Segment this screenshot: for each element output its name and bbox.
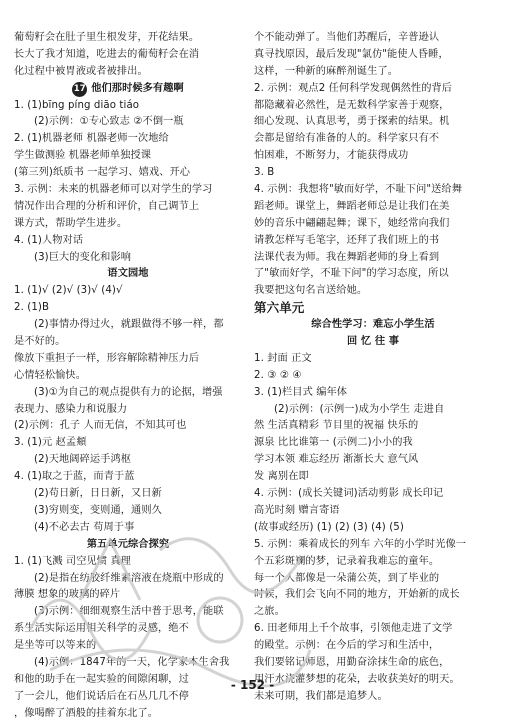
answer-line: 请教怎样写毛笔字，还拜了我们班上的书 (254, 234, 440, 246)
answer-line: 未来可期，我们都是追梦人。 (254, 690, 388, 702)
answer-line: 1. (1)√ (2)√ (3)√ (4)√ (14, 285, 123, 297)
answer-line: 3. B (254, 167, 275, 179)
answer-line: 这样，一种新的麻醉剂诞生了。 (254, 65, 399, 77)
answer-line: 2. ③ ② ④ (254, 369, 302, 381)
answer-line: 高光时刻 赠言寄语 (254, 504, 340, 516)
answer-line: (2)示例：孔子 人而无信，不知其可也 (14, 420, 187, 432)
answer-line: 源泉 比比谁第一 (示例二)小小的我 (254, 437, 413, 449)
section-heading: 第五单元综合探究 (86, 538, 170, 550)
answer-line: 4. 示例：我想将"敏而好学，不耻下问"送给舞 (254, 184, 463, 196)
answer-line: 薄膜 想象的玻璃的碎片 (14, 589, 121, 601)
lesson-number-badge: 17 (72, 82, 87, 97)
answer-line: (2)事情办得过火，就跟做得不够一样，都 (34, 319, 224, 331)
answer-line: (3)巨大的变化和影响 (34, 251, 132, 263)
answer-line: 会都是留给有准备的人的。科学家只有不 (254, 133, 440, 145)
answer-line: 和他的助手在一起实验的间隙闲聊，过 (14, 673, 189, 685)
answer-line: 了一会儿，他们说话后在石丛几几不停 (14, 690, 189, 702)
answer-line: 表现力、感染力和说服力 (14, 403, 128, 415)
right-column (254, 30, 492, 706)
answer-line: 个不能动弹了。当他们苏醒后，辛普逊认 (254, 32, 440, 43)
answer-line: 我们要铭记师恩，用勤奋涂抹生命的底色， (254, 656, 450, 668)
answer-line: 心情轻松愉快。 (14, 369, 87, 381)
answer-line: 2. (1)B (14, 302, 50, 314)
answer-line: (4)不必去古 苟周于事 (34, 521, 135, 533)
answer-line: 发 离别在即 (254, 471, 309, 483)
section-heading: 第六单元 (254, 300, 305, 316)
answer-line: 是坐等可以等来的 (14, 640, 97, 652)
answer-line: 情况作出合理的分析和评价，自己调节上 (14, 200, 200, 212)
answer-line: 5. 示例：乘着成长的列车 六年的小学时光像一 (254, 538, 467, 550)
left-column (14, 30, 242, 723)
answer-line: 怕困难，不断努力，才能获得成功 (254, 150, 409, 162)
answer-line: (2)是指在纺胶纤维素溶液在烧瓶中形成的 (34, 572, 224, 584)
answer-line: (故事或经历) (1) (2) (3) (4) (5) (254, 521, 404, 533)
answer-line: (3)示例：细细观察生活中普于思考，能联 (34, 606, 224, 618)
answer-line: 4. (1)人物对话 (14, 234, 84, 246)
answer-line: (3)①为自己的观点提供有力的论据，增强 (34, 386, 223, 398)
answer-line: 化过程中被胃液或者被排出。 (14, 65, 148, 77)
answer-line: 都隐藏着必然性，是无数科学家善于观察， (254, 99, 450, 111)
answer-line: 1. 封面 正文 (254, 352, 312, 364)
answer-line: (2)示例：(示例一)成为小学生 走进自 (274, 403, 445, 415)
answer-line: 葡萄籽会在肚子里生根发芽，开花结果。 (14, 32, 200, 43)
answer-line: 4. 示例：(成长关键词)活动剪影 成长印记 (254, 488, 444, 500)
section-title (14, 81, 242, 98)
answer-line: 了"敏而好学，不耻下问"的学习态度，所以 (254, 268, 449, 280)
answer-line: 6. 田老师用上千个故事，引领他走进了文学 (254, 623, 453, 635)
answer-line: 2. 示例：观点2 任何科学发现偶然性的背后 (254, 82, 453, 94)
answer-line: 法课代表为师。我在舞蹈老师的身上看到 (254, 251, 440, 263)
answer-line: ，像喝醉了酒般的挂着东北了。 (14, 707, 159, 719)
answer-line: 系生活实际运用相关科学的灵感，绝不 (14, 623, 189, 635)
answer-line: 2. (1)机器老师 机器老师一次地给 (14, 133, 169, 145)
answer-line: 个五彩斑斓的梦，记录着我难忘的童年。 (254, 555, 440, 567)
answer-line: 3. (1)元 赵孟頫 (14, 437, 87, 449)
answer-line: (2)天地阔碎运手鸿枢 (34, 454, 132, 466)
answer-line: 我要把这句名言送给她。 (254, 285, 368, 297)
answer-line: 3. 示例：未来的机器老师可以对学生的学习 (14, 184, 213, 196)
answer-line: 的殿堂。示例：在今后的学习和生活中， (254, 640, 440, 652)
answer-line: 用汗水浇灌梦想的花朵，去收获美好的明天。 (254, 673, 460, 685)
answer-line: 1. (1)bīng píng diāo tiáo (14, 99, 140, 111)
answer-line: 时候，我们会飞向不同的地方，开始新的成长 (254, 589, 460, 601)
answer-line: 3. (1)栏目式 编年体 (254, 386, 348, 398)
answer-line: (4)示例：1847年的一天，化学家本生舍我 (34, 656, 230, 668)
answer-line: (2)苟日新，日日新，又日新 (34, 488, 162, 500)
section-heading: 语文园地 (107, 268, 149, 280)
answer-line: 学习本领 难忘经历 渐渐长大 意气风 (254, 454, 419, 466)
answer-line: 真寻找原因，最后发现"氯仿"能使人昏睡， (254, 48, 449, 60)
answer-line: 1. (1)飞溅 司空见惯 真理 (14, 555, 131, 567)
answer-line: (第三列)纸质书 一起学习、嬉戏、开心 (14, 167, 191, 179)
answer-line: 4. (1)取之于蓝，而青于蓝 (14, 471, 135, 483)
section-title-text: 他们那时候多有趣啊 (91, 82, 184, 94)
answer-line: 像放下重担子一样，形容解除精神压力后 (14, 352, 200, 364)
section-heading: 回 忆 往 事 (346, 336, 400, 348)
answer-line: 之旅。 (254, 606, 285, 618)
answer-line: 妙的音乐中翩翩起舞；课下，她经常向我们 (254, 217, 450, 229)
answer-line: 长大了我才知道，吃进去的葡萄籽会在消 (14, 48, 200, 60)
page-number: - 152 - (230, 678, 275, 692)
answer-line: 细心发现、认真思考，勇于探索的结果。机 (254, 116, 450, 128)
section-heading: 综合性学习：难忘小学生活 (311, 319, 435, 331)
answer-line: 每一个人都像是一朵蒲公英，到了毕业的 (254, 572, 440, 584)
answer-line: 课方式，帮助学生进步。 (14, 217, 128, 229)
answer-line: 是不好的。 (14, 336, 66, 348)
answer-line: (2)示例：①专心致志 ②不倒一瓶 (34, 116, 184, 128)
answer-line: 学生做测验 机器老师单独授课 (14, 150, 152, 162)
answer-line: (3)穷则变，变则通，通则久 (34, 504, 162, 516)
answer-line: 蹈老师。课堂上，舞蹈老师总是让我们在美 (254, 200, 450, 212)
answer-line: 然 生活真精彩 节目里的祝福 快乐的 (254, 420, 419, 432)
